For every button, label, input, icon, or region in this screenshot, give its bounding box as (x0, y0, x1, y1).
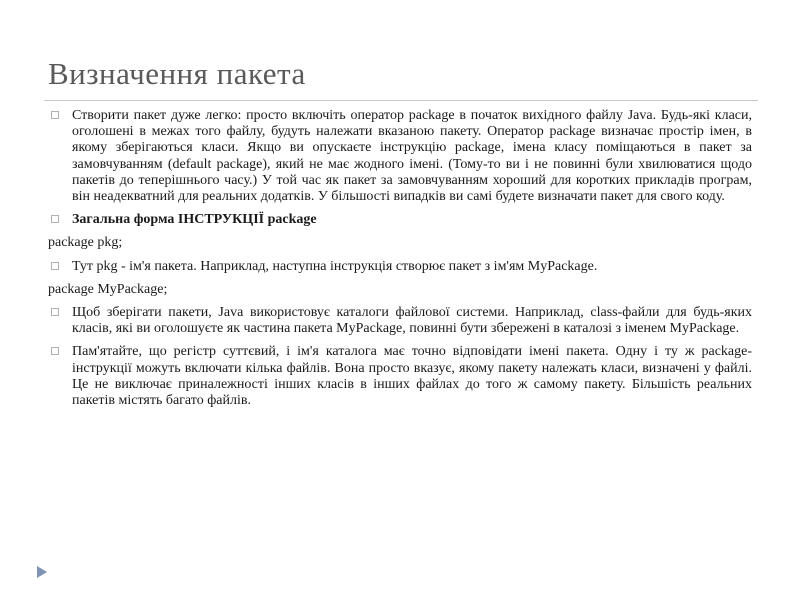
paragraph-text: Створити пакет дуже легко: просто включіть оператор package в початок вихідного файлу Java. Будь-які класи, оголошені в межах того файлу, будуть належати вказаною пакету. Оператор package визначає простір імен, в якому зберігаються класи. Якщо ви опускаєте інструкцію package, імена класу поміщаються в пакет за замовчуванням (default package), який не має жодного імені. (Тому-то ви і не повинні були хвилюватися щодо пакетів до теперішнього часу.) У той час як пакет за замовчуванням хороший для коротких прикладів програм, він неадекватний для реальних додатків. У більшості випадків ви самі будете визначати пакет для свого коду. (72, 108, 752, 205)
square-bullet-icon (51, 347, 59, 355)
square-bullet-icon (51, 308, 59, 316)
square-bullet-icon (51, 215, 59, 223)
code-line-2: package MyPackage; (48, 281, 168, 297)
bullet-paragraph-4 (48, 305, 752, 337)
slide-title: Визначення пакета (48, 56, 306, 91)
play-arrow-icon[interactable] (37, 566, 47, 578)
paragraph-text: Загальна форма ІНСТРУКЦІЇ package (72, 212, 317, 228)
bullet-paragraph-2 (48, 212, 752, 228)
square-bullet-icon (51, 262, 59, 270)
bullet-paragraph-5 (48, 344, 752, 409)
square-bullet-icon (51, 111, 59, 119)
code-line-1: package pkg; (48, 235, 123, 251)
paragraph-text: Щоб зберігати пакети, Java використовує каталоги файлової системи. Наприклад, class-файли для будь-яких класів, які ви оголошуєте як частина пакета MyPackage, повинні бути збережені в каталозі з іменем MyPackage. (72, 305, 752, 337)
bullet-paragraph-3 (48, 259, 752, 275)
paragraph-text: Тут pkg - ім'я пакета. Наприклад, наступна інструкція створює пакет з ім'ям MyPackage. (72, 258, 598, 274)
bullet-paragraph-1 (48, 108, 752, 205)
title-divider (44, 100, 758, 101)
slide-content (48, 108, 752, 416)
paragraph-text: Пам'ятайте, що регістр суттєвий, і ім'я каталога має точно відповідати імені пакета. Одну і ту ж package-інструкції можуть включати кілька файлів. Вона просто вказує, якому пакету належать класи, визначені у файлі. Це не виключає приналежності інших класів в інших файлах до того ж самому пакету. Більшість реальних пакетів містять багато файлів. (72, 344, 752, 409)
